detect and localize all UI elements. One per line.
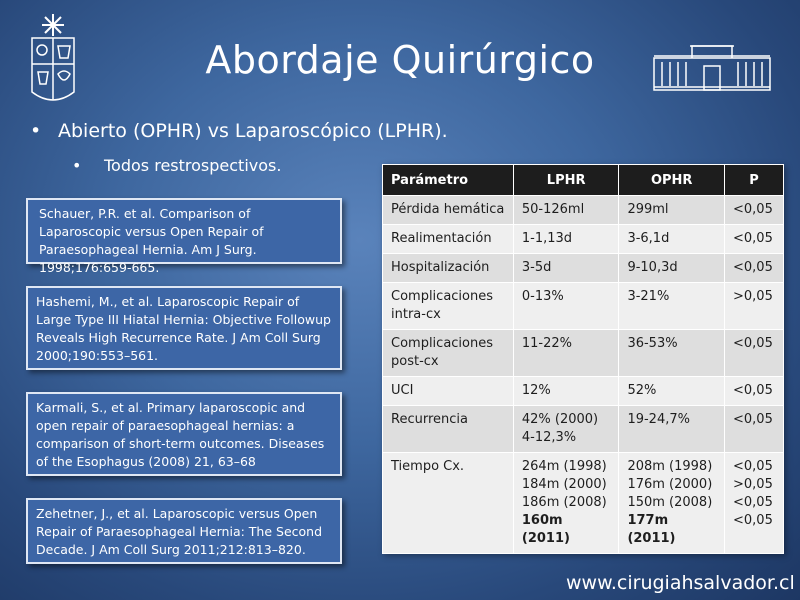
param-cell: Tiempo Cx. xyxy=(383,453,514,554)
header-ophr: OPHR xyxy=(619,165,725,196)
table-header-row xyxy=(383,165,784,196)
reference-box-hashemi: Hashemi, M., et al. Laparoscopic Repair of Large Type III Hiatal Hernia: Objective Followup Reveals High Recurrence Rate. J Am Coll Surg 2000;190:553–561. xyxy=(26,286,342,370)
lphr-cell: 50-126ml xyxy=(513,196,619,225)
p-cell: <0,05 xyxy=(725,196,784,225)
table-row xyxy=(383,196,784,225)
lphr-cell xyxy=(513,406,619,453)
header-p: P xyxy=(725,165,784,196)
lphr-value: 42% (2000) xyxy=(521,412,599,427)
lphr-value: 4-12,3% xyxy=(521,430,577,445)
param-cell: Hospitalización xyxy=(383,254,514,283)
p-cell: <0,05 xyxy=(725,330,784,377)
p-cell: <0,05 xyxy=(725,254,784,283)
lphr-value: 264m (1998) xyxy=(521,459,607,474)
param-cell: Recurrencia xyxy=(383,406,514,453)
lphr-value: 160m (2011) xyxy=(521,513,570,546)
table-row xyxy=(383,225,784,254)
param-cell: Complicaciones intra-cx xyxy=(383,283,514,330)
slide-title: Abordaje Quirúrgico xyxy=(205,38,595,82)
param-cell: Complicaciones post-cx xyxy=(383,330,514,377)
ophr-cell: 3-21% xyxy=(619,283,725,330)
ophr-cell: 299ml xyxy=(619,196,725,225)
bullet-dot: • xyxy=(72,156,82,175)
table-row xyxy=(383,453,784,554)
p-value: <0,05 xyxy=(733,513,773,528)
ophr-value: 150m (2008) xyxy=(627,495,713,510)
ophr-cell: 36-53% xyxy=(619,330,725,377)
p-cell: <0,05 xyxy=(725,377,784,406)
ophr-cell: 3-6,1d xyxy=(619,225,725,254)
ophr-cell: 52% xyxy=(619,377,725,406)
bullet-level1 xyxy=(30,120,448,142)
ophr-cell: 9-10,3d xyxy=(619,254,725,283)
ophr-value: 176m (2000) xyxy=(627,477,713,492)
lphr-cell xyxy=(513,453,619,554)
ophr-value: 208m (1998) xyxy=(627,459,713,474)
bullet-level2-text: Todos restrospectivos. xyxy=(104,156,282,175)
lphr-cell: 12% xyxy=(513,377,619,406)
lphr-cell: 1-1,13d xyxy=(513,225,619,254)
footer-url: www.cirugiahsalvador.cl xyxy=(566,572,795,594)
param-cell: UCI xyxy=(383,377,514,406)
p-cell: >0,05 xyxy=(725,283,784,330)
p-value: >0,05 xyxy=(733,477,773,492)
table-row xyxy=(383,330,784,377)
table-row xyxy=(383,283,784,330)
ophr-cell: 19-24,7% xyxy=(619,406,725,453)
header-parametro: Parámetro xyxy=(383,165,514,196)
lphr-cell: 11-22% xyxy=(513,330,619,377)
p-cell: <0,05 xyxy=(725,225,784,254)
p-value: <0,05 xyxy=(733,495,773,510)
comparison-table xyxy=(382,164,784,554)
lphr-value: 184m (2000) xyxy=(521,477,607,492)
lphr-value: 186m (2008) xyxy=(521,495,607,510)
p-value: <0,05 xyxy=(733,459,773,474)
lphr-cell: 0-13% xyxy=(513,283,619,330)
table-row xyxy=(383,377,784,406)
reference-box-zehetner: Zehetner, J., et al. Laparoscopic versus Open Repair of Paraesophageal Hernia: The Second Decade. J Am Coll Surg 2011;212:813–820. xyxy=(26,498,342,564)
table-row xyxy=(383,406,784,453)
p-cell: <0,05 xyxy=(725,406,784,453)
ophr-cell xyxy=(619,453,725,554)
bullet-level2 xyxy=(72,156,281,175)
table-row xyxy=(383,254,784,283)
bullet-dot: • xyxy=(30,120,42,142)
ophr-value: 177m (2011) xyxy=(627,513,676,546)
reference-box-schauer: Schauer, P.R. et al. Comparison of Laparoscopic versus Open Repair of Paraesophageal Hernia. Am J Surg. 1998;176:659-665. xyxy=(26,198,342,264)
param-cell: Realimentación xyxy=(383,225,514,254)
reference-box-karmali: Karmali, S., et al. Primary laparoscopic and open repair of paraesophageal hernias: a comparison of short-term outcomes. Diseases of the Esophagus (2008) 21, 63–68 xyxy=(26,392,342,476)
header-lphr: LPHR xyxy=(513,165,619,196)
bullet-level1-text: Abierto (OPHR) vs Laparoscópico (LPHR). xyxy=(58,120,448,142)
lphr-cell: 3-5d xyxy=(513,254,619,283)
p-cell xyxy=(725,453,784,554)
param-cell: Pérdida hemática xyxy=(383,196,514,225)
